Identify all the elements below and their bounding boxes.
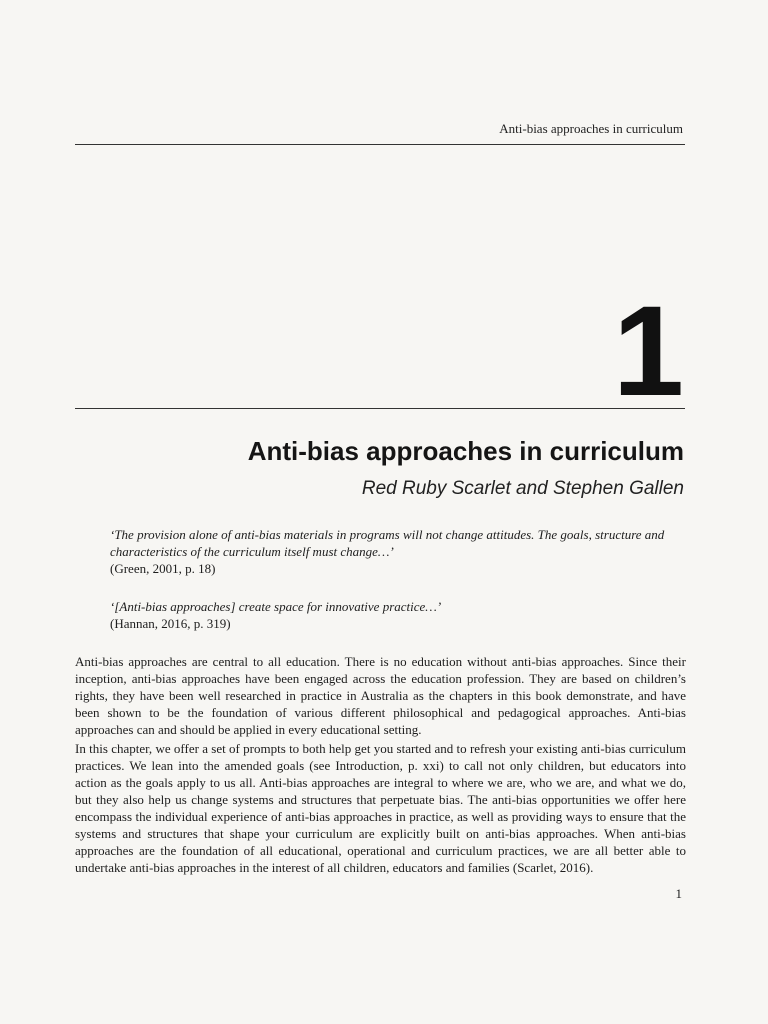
epigraph — [110, 526, 670, 577]
chapter-authors: Red Ruby Scarlet and Stephen Gallen — [361, 478, 684, 499]
epigraph-citation: (Hannan, 2016, p. 319) — [110, 616, 231, 631]
running-head: Anti-bias approaches in curriculum — [499, 121, 683, 136]
chapter-number: 1 — [612, 280, 684, 423]
page-number: 1 — [675, 886, 682, 901]
epigraph-citation: (Green, 2001, p. 18) — [110, 561, 216, 576]
header-rule — [75, 144, 685, 145]
body-paragraph: In this chapter, we offer a set of prompts to both help get you started and to refresh your existing anti-bias curriculum practices. We lean into the amended goals (see Introduction, p. xxi) to call not only children, but educators into action as the goals apply to us all. Anti-bias approaches are integral to where we are, who we are, and what we do, but they also help us change systems and structures that perpetuate bias. The anti-bias opportunities we offer here encompass the individual experience of anti-bias approaches in practice, as well as providing ways to ensure that the systems and structures that shape your curriculum are explicitly built on anti-bias approaches. When anti-bias approaches are the foundation of all educational, operational and curriculum practices, we are all better able to undertake anti-bias approaches in the interest of all children, educators and families (Scarlet, 2016). — [75, 741, 686, 875]
chapter-title: Anti-bias approaches in curriculum — [247, 436, 684, 466]
epigraph-quote: ‘[Anti-bias approaches] create space for innovative practice…’ — [110, 599, 442, 614]
body-paragraph: Anti-bias approaches are central to all education. There is no education without anti-bias approaches. Since their inception, anti-bias approaches have been engaged across the education profession. They are based on children’s rights, they have been well researched in practice in Australia as the chapters in this book demonstrate, and have been shown to be the foundation of various different philosophical and pedagogical approaches. Anti-bias approaches can and should be applied in every educational setting. — [75, 654, 686, 737]
epigraph — [110, 598, 670, 632]
epigraph-quote: ‘The provision alone of anti-bias materials in programs will not change attitudes. The goals, structure and characteristics of the curriculum itself must change…’ — [110, 527, 665, 559]
chapter-rule — [75, 408, 685, 409]
